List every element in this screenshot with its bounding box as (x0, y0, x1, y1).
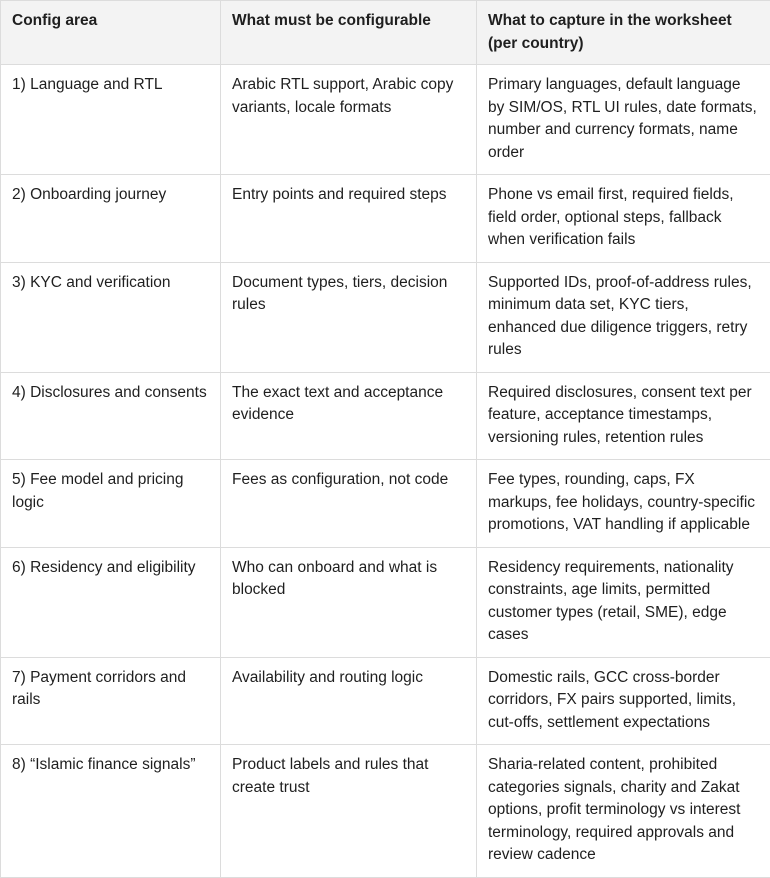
cell-capture: Primary languages, default language by SIM/OS, RTL UI rules, date formats, number and currency formats, name order (477, 65, 770, 175)
table-row (1, 372, 770, 460)
cell-capture: Sharia-related content, prohibited categories signals, charity and Zakat options, profit terminology vs interest terminology, required approvals and review cadence (477, 745, 770, 878)
header-what-to-capture: What to capture in the worksheet (per country) (477, 1, 770, 65)
cell-config-area: 2) Onboarding journey (1, 175, 221, 263)
cell-config-area: 8) “Islamic finance signals” (1, 745, 221, 878)
cell-capture: Domestic rails, GCC cross-border corridors, FX pairs supported, limits, cut-offs, settlement expectations (477, 657, 770, 745)
table-row (1, 460, 770, 548)
table-row (1, 65, 770, 175)
cell-configurable: Who can onboard and what is blocked (221, 547, 477, 657)
table-header (1, 1, 770, 65)
table-row (1, 262, 770, 372)
table-row (1, 657, 770, 745)
cell-config-area: 7) Payment corridors and rails (1, 657, 221, 745)
header-row (1, 1, 770, 65)
table-row (1, 175, 770, 263)
table-row (1, 745, 770, 878)
cell-config-area: 3) KYC and verification (1, 262, 221, 372)
table-body (1, 65, 770, 878)
cell-capture: Fee types, rounding, caps, FX markups, fee holidays, country-specific promotions, VAT handling if applicable (477, 460, 770, 548)
cell-configurable: Document types, tiers, decision rules (221, 262, 477, 372)
cell-config-area: 6) Residency and eligibility (1, 547, 221, 657)
cell-capture: Residency requirements, nationality constraints, age limits, permitted customer types (retail, SME), edge cases (477, 547, 770, 657)
table-row (1, 547, 770, 657)
cell-capture: Phone vs email first, required fields, field order, optional steps, fallback when verification fails (477, 175, 770, 263)
cell-config-area: 1) Language and RTL (1, 65, 221, 175)
cell-capture: Required disclosures, consent text per feature, acceptance timestamps, versioning rules, retention rules (477, 372, 770, 460)
header-what-configurable: What must be configurable (221, 1, 477, 65)
cell-configurable: Product labels and rules that create trust (221, 745, 477, 878)
header-config-area: Config area (1, 1, 221, 65)
cell-capture: Supported IDs, proof-of-address rules, minimum data set, KYC tiers, enhanced due diligence triggers, retry rules (477, 262, 770, 372)
cell-configurable: Fees as configuration, not code (221, 460, 477, 548)
cell-config-area: 5) Fee model and pricing logic (1, 460, 221, 548)
cell-configurable: Arabic RTL support, Arabic copy variants, locale formats (221, 65, 477, 175)
cell-config-area: 4) Disclosures and consents (1, 372, 221, 460)
cell-configurable: The exact text and acceptance evidence (221, 372, 477, 460)
cell-configurable: Entry points and required steps (221, 175, 477, 263)
cell-configurable: Availability and routing logic (221, 657, 477, 745)
